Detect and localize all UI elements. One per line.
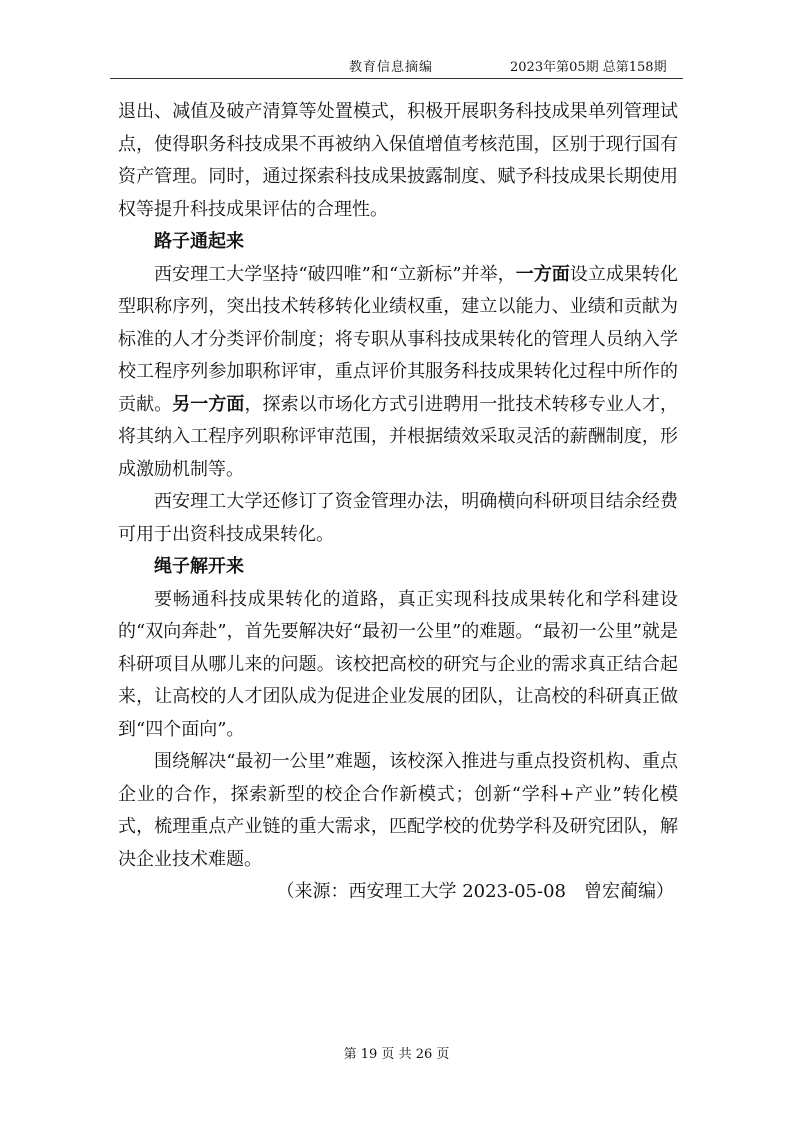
paragraph-2 <box>118 259 678 487</box>
header-rule <box>110 78 683 79</box>
section-heading-2: 绳子解开来 <box>154 556 244 577</box>
paragraph-5: 围绕解决“最初一公里”难题，该校深入推进与重点投资机构、重点企业的合作，探索新型的校企合作新模式；创新“学科+产业”转化模式，梳理重点产业链的重大需求，匹配学校的优势学科及研究团队，解决企业技术难题。 <box>118 751 678 870</box>
source-citation: （来源：西安理工大学 2023-05-08 曾宏蔺编） <box>276 881 674 902</box>
paragraph-3: 西安理工大学还修订了资金管理办法，明确横向科研项目结余经费可用于出资科技成果转化。 <box>118 491 678 545</box>
issue-number: 2023年第05期 总第158期 <box>510 60 667 75</box>
paragraph-2-emphasis-2: 另一方面 <box>172 393 245 415</box>
section-heading-1: 路子通起来 <box>154 231 244 252</box>
paragraph-2-part-c: 设立成果转化型职称序列，突出技术转移转化业绩权重，建立以能力、业绩和贡献为标准的人才分类评价制度；将专职从事科技成果转化的管理人员纳入学校工程序列参加职称评审，重点评价其服务科技成果转化过程中所作的贡献。 <box>118 263 679 415</box>
publication-name: 教育信息摘编 <box>349 60 434 75</box>
paragraph-2-emphasis-1: 一方面 <box>515 263 570 285</box>
paragraph-2-part-e: ，探索以市场化方式引进聘用一批技术转移专业人才，将其纳入工程序列职称评审范围，并根据绩效采取灵活的薪酬制度，形成激励机制等。 <box>118 393 679 480</box>
page-number: 第 19 页 共 26 页 <box>343 1047 450 1062</box>
article-body <box>118 96 678 909</box>
page-header <box>0 52 793 76</box>
paragraph-2-part-a: 西安理工大学坚持“破四唯”和“立新标”并举， <box>154 263 516 285</box>
paragraph-4: 要畅通科技成果转化的道路，真正实现科技成果转化和学科建设的“双向奔赴”，首先要解决好“最初一公里”的难题。“最初一公里”就是科研项目从哪儿来的问题。该校把高校的研究与企业的需求真正结合起来，让高校的人才团队成为促进企业发展的团队，让高校的科研真正做到“四个面向”。 <box>118 588 678 740</box>
paragraph-1: 退出、减值及破产清算等处置模式，积极开展职务科技成果单列管理试点，使得职务科技成果不再被纳入保值增值考核范围，区别于现行国有资产管理。同时，通过探索科技成果披露制度、赋予科技成果长期使用权等提升科技成果评估的合理性。 <box>118 101 678 220</box>
